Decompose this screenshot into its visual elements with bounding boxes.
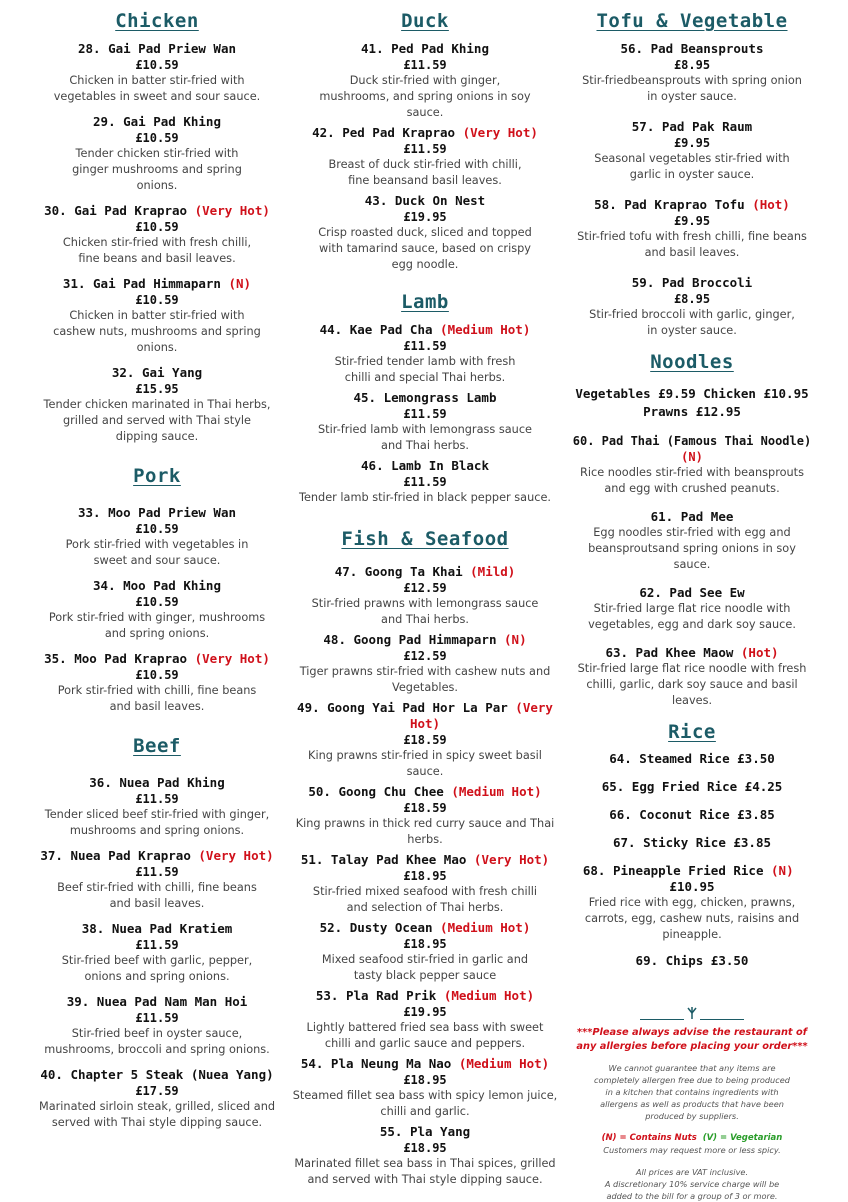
item-description: Breast of duck stir-fried with chilli, fine beansand basil leaves. — [328, 158, 522, 187]
item-name: 52. Dusty Ocean — [319, 920, 433, 935]
spice-tag: (Very Hot) — [473, 852, 550, 867]
rice-item: 67. Sticky Rice £3.85 — [612, 835, 772, 850]
item-name: 55. Pla Yang — [379, 1124, 471, 1139]
item-price: £10.59 — [135, 131, 179, 145]
menu-item — [22, 41, 292, 105]
menu-item — [568, 275, 816, 339]
menu-column-2 — [290, 10, 560, 1200]
spice-tag: (Mild) — [470, 564, 516, 579]
beef-section — [22, 735, 292, 1131]
menu-item — [290, 1056, 560, 1120]
menu-item — [568, 119, 816, 183]
section-title: Chicken — [115, 10, 199, 32]
item-description: Chicken in batter stir-fried with vegetables in sweet and sour sauce. — [53, 74, 261, 103]
section-title: Pork — [133, 465, 181, 487]
item-description: Pork stir-fried with chilli, fine beans and basil leaves. — [57, 684, 257, 713]
item-name-line — [290, 784, 560, 800]
item-name: 36. Nuea Pad Khing — [89, 775, 225, 790]
spice-tag: (Very Hot) — [409, 700, 553, 731]
noodle-prices-line: Vegetables £9.59 Chicken £10.95 — [575, 386, 809, 401]
item-name: 41. Ped Pad Khing — [361, 41, 489, 56]
menu-item — [22, 114, 292, 194]
item-name: 63. Pad Khee Maow — [605, 645, 734, 660]
menu-item — [290, 852, 560, 916]
nuts-tag: (N) — [681, 450, 703, 464]
fish-seafood-section — [290, 528, 560, 1188]
menu-item — [568, 433, 816, 497]
item-description: Tiger prawns stir-fried with cashew nuts and Vegetables. — [299, 665, 551, 694]
item-name: 51. Talay Pad Khee Mao — [300, 852, 467, 867]
menu-item — [290, 125, 560, 189]
menu-item — [568, 645, 816, 709]
item-price: £17.59 — [135, 1084, 179, 1098]
menu-item — [290, 322, 560, 386]
menu-item — [568, 197, 816, 261]
item-name: 54. Pla Neung Ma Nao — [300, 1056, 452, 1071]
item-price: £18.59 — [403, 801, 447, 815]
item-name: 46. Lamb In Black — [361, 458, 489, 473]
item-description: Egg noodles stir-fried with egg and beansproutsand spring onions in soy sauce. — [588, 526, 796, 571]
noodle-prices-line: Prawns £12.95 — [643, 404, 741, 419]
section-title: Rice — [668, 721, 716, 743]
menu-item — [568, 585, 816, 633]
section-title: Beef — [133, 735, 181, 757]
item-name: 47. Goong Ta Khai — [334, 564, 463, 579]
item-description: Stir-fried tender lamb with fresh chilli and special Thai herbs. — [334, 355, 516, 384]
rice-item: 65. Egg Fried Rice £4.25 — [601, 779, 783, 794]
item-price: £12.59 — [403, 581, 447, 595]
item-price: £8.95 — [673, 58, 711, 72]
section-title: Tofu & Vegetable — [596, 10, 788, 32]
section-title: Lamb — [401, 291, 449, 313]
legend-vegetarian: (V) = Vegetarian — [702, 1133, 783, 1143]
spice-tag: (Medium Hot) — [451, 784, 542, 799]
item-name-line — [568, 645, 816, 661]
rice-item: 66. Coconut Rice £3.85 — [609, 807, 775, 822]
menu-item — [22, 994, 292, 1058]
item-description: Stir-fried lamb with lemongrass sauce and Thai herbs. — [318, 423, 532, 452]
menu-item — [22, 276, 292, 356]
item-name-line — [22, 651, 292, 667]
item-description: Lightly battered fried sea bass with sweet chilli and garlic sauce and peppers. — [306, 1021, 544, 1050]
item-name-line — [290, 564, 560, 580]
item-description: Marinated fillet sea bass in Thai spices, grilled and served with Thai style dipping sauce. — [294, 1157, 556, 1186]
item-description: Marinated sirloin steak, grilled, sliced and served with Thai style dipping sauce. — [38, 1100, 276, 1129]
item-description: Stir-fried prawns with lemongrass sauce and Thai herbs. — [311, 597, 539, 626]
spice-tag: (Hot) — [740, 645, 779, 660]
menu-item — [568, 509, 816, 573]
legend — [568, 1132, 816, 1144]
spice-tag: (Very Hot) — [194, 651, 270, 666]
item-name-line — [290, 700, 560, 732]
spice-tag: (Very Hot) — [194, 203, 270, 218]
item-name: 38. Nuea Pad Kratiem — [81, 921, 233, 936]
item-name: 57. Pad Pak Raum — [631, 119, 753, 134]
item-price: £10.59 — [135, 293, 179, 307]
item-description: Stir-fried beef with garlic, pepper, onions and spring onions. — [61, 954, 253, 983]
item-description: Tender chicken marinated in Thai herbs, grilled and served with Thai style dipping sauce. — [43, 398, 271, 443]
item-price: £11.59 — [135, 1011, 179, 1025]
item-price: £18.95 — [403, 869, 447, 883]
menu-item — [290, 700, 560, 780]
item-name-line — [22, 848, 292, 864]
item-description: Beef stir-fried with chilli, fine beans and basil leaves. — [57, 881, 257, 910]
item-price: £11.59 — [403, 58, 447, 72]
item-description: Fried rice with egg, chicken, prawns, carrots, egg, cashew nuts, raisins and pineapple. — [584, 896, 800, 941]
item-description: King prawns stir-fried in spicy sweet basil sauce. — [308, 749, 542, 778]
item-price: £10.59 — [135, 522, 179, 536]
spice-note: Customers may request more or less spicy. — [603, 1145, 781, 1155]
menu-item — [22, 203, 292, 267]
item-description: Stir-fried large flat rice noodle with vegetables, egg and dark soy sauce. — [588, 602, 796, 631]
lamb-section — [290, 291, 560, 506]
menu-item — [290, 920, 560, 984]
item-description: Stir-fried large flat rice noodle with fresh chilli, garlic, dark soy sauce and basil leaves. — [577, 662, 807, 707]
item-price: £19.95 — [403, 210, 447, 224]
item-name-line — [290, 125, 560, 141]
menu-item — [290, 458, 560, 506]
item-name: 37. Nuea Pad Kraprao — [40, 848, 191, 863]
pork-section — [22, 465, 292, 715]
spice-tag: (Medium Hot) — [458, 1056, 550, 1071]
item-name-line — [22, 203, 292, 219]
item-name-line — [290, 852, 560, 868]
item-description: Mixed seafood stir-fried in garlic and tasty black pepper sauce — [321, 953, 529, 982]
item-price: £10.59 — [135, 220, 179, 234]
spice-tag: (Very Hot) — [198, 848, 274, 863]
item-name-line — [290, 322, 560, 338]
menu-item — [290, 1124, 560, 1188]
nuts-tag: (N) — [228, 276, 252, 291]
item-name: 43. Duck On Nest — [364, 193, 486, 208]
rice-section — [568, 721, 816, 968]
item-name: 59. Pad Broccoli — [631, 275, 753, 290]
item-name-line — [290, 1056, 560, 1072]
item-name: 33. Moo Pad Priew Wan — [77, 505, 237, 520]
allergy-warning: ***Please always advise the restaurant of any allergies before placing your order*** — [576, 1027, 808, 1052]
item-description: Seasonal vegetables stir-fried with garlic in oyster sauce. — [594, 152, 790, 181]
item-name: 48. Goong Pad Himmaparn — [323, 632, 497, 647]
menu-item — [22, 651, 292, 715]
item-name: 40. Chapter 5 Steak (Nuea Yang) — [40, 1067, 274, 1082]
spice-tag: (Very Hot) — [462, 125, 538, 140]
item-description: Crisp roasted duck, sliced and topped with tamarind sauce, based on crispy egg noodle. — [318, 226, 532, 271]
item-name: 29. Gai Pad Khing — [93, 114, 221, 129]
item-description: Pork stir-fried with ginger, mushrooms and spring onions. — [48, 611, 266, 640]
noodles-section — [568, 351, 816, 709]
section-title: Duck — [401, 10, 449, 32]
item-price: £11.59 — [403, 475, 447, 489]
item-description: Chicken stir-fried with fresh chilli, fine beans and basil leaves. — [62, 236, 252, 265]
service-charge-note: A discretionary 10% service charge will be added to the bill for a group of 3 or more. — [604, 1179, 780, 1201]
item-name: 35. Moo Pad Kraprao — [44, 651, 188, 666]
menu-item — [290, 41, 560, 121]
item-description: Stir-fried broccoli with garlic, ginger, in oyster sauce. — [589, 308, 795, 337]
item-name: 58. Pad Kraprao Tofu — [594, 197, 745, 212]
item-name: 68. Pineapple Fried Rice — [582, 863, 764, 878]
leaf-icon — [684, 1006, 700, 1020]
menu-item — [22, 365, 292, 445]
item-name-line — [290, 632, 560, 648]
menu-item — [290, 632, 560, 696]
item-description: Tender chicken stir-fried with ginger mushrooms and spring onions. — [72, 147, 242, 192]
item-price: £11.59 — [403, 142, 447, 156]
menu-item — [22, 921, 292, 985]
legend-nuts: (N) = Contains Nuts — [601, 1133, 697, 1143]
item-price: £9.95 — [673, 136, 711, 150]
item-price: £18.95 — [403, 1073, 447, 1087]
item-description: Tender sliced beef stir-fried with ginger, mushrooms and spring onions. — [44, 808, 270, 837]
item-name: 34. Moo Pad Khing — [93, 578, 221, 593]
section-title: Fish & Seafood — [341, 528, 509, 550]
item-name: 45. Lemongrass Lamb — [353, 390, 497, 405]
item-price: £8.95 — [673, 292, 711, 306]
item-name: 53. Pla Rad Prik — [315, 988, 437, 1003]
item-description: Stir-fried beef in oyster sauce, mushrooms, broccoli and spring onions. — [44, 1027, 270, 1056]
menu-item — [290, 193, 560, 273]
item-price: £11.59 — [403, 339, 447, 353]
item-name: 42. Ped Pad Kraprao — [312, 125, 456, 140]
item-name: 61. Pad Mee — [650, 509, 734, 524]
menu-item — [22, 848, 292, 912]
item-name-line — [568, 433, 816, 465]
menu-item — [22, 578, 292, 642]
item-price: £12.59 — [403, 649, 447, 663]
item-name: 62. Pad See Ew — [639, 585, 745, 600]
menu-item — [290, 564, 560, 628]
nuts-tag: (N) — [504, 632, 527, 647]
item-description: Pork stir-fried with vegetables in sweet and sour sauce. — [65, 538, 249, 567]
item-price: £18.95 — [403, 937, 447, 951]
item-price: £18.59 — [403, 733, 447, 747]
spice-tag: (Medium Hot) — [440, 322, 531, 337]
menu-item — [290, 390, 560, 454]
item-name: 28. Gai Pad Priew Wan — [77, 41, 237, 56]
item-price: £10.59 — [135, 58, 179, 72]
menu-item — [22, 775, 292, 839]
item-name-line — [22, 276, 292, 292]
item-price: £11.59 — [135, 792, 179, 806]
menu-item — [290, 988, 560, 1052]
allergy-footer — [568, 1010, 816, 1202]
item-description: Stir-fried mixed seafood with fresh chilli and selection of Thai herbs. — [312, 885, 538, 914]
item-name: 49. Goong Yai Pad Hor La Par — [297, 700, 508, 715]
item-price: £11.59 — [403, 407, 447, 421]
item-name: 60. Pad Thai (Famous Thai Noodle) — [572, 434, 812, 448]
item-description: Duck stir-fried with ginger, mushrooms, and spring onions in soy sauce. — [319, 74, 531, 119]
item-description: Tender lamb stir-fried in black pepper sauce. — [298, 491, 552, 504]
leaf-svg — [684, 1006, 700, 1020]
item-description: Steamed fillet sea bass with spicy lemon juice, chilli and garlic. — [292, 1089, 558, 1118]
item-name: 39. Nuea Pad Nam Man Hoi — [66, 994, 248, 1009]
allergen-disclaimer: We cannot guarantee that any items are completely allergen free due to being produced in a kitchen that contains ingredients with allergens as well as products that have been produced by suppliers. — [594, 1063, 790, 1121]
duck-section — [290, 10, 560, 273]
item-name: 44. Kae Pad Cha — [319, 322, 433, 337]
item-price: £11.59 — [135, 938, 179, 952]
section-title: Noodles — [650, 351, 734, 373]
item-name-line — [568, 863, 816, 895]
menu-column-3 — [568, 10, 816, 1202]
menu-item — [568, 863, 816, 943]
tofu-vegetable-section — [568, 10, 816, 339]
rice-item: 69. Chips £3.50 — [635, 953, 749, 968]
vat-note: All prices are VAT inclusive. — [635, 1167, 749, 1177]
item-description: Chicken in batter stir-fried with cashew nuts, mushrooms and spring onions. — [53, 309, 261, 354]
item-name: 32. Gai Yang — [111, 365, 203, 380]
rice-item: 64. Steamed Rice £3.50 — [609, 751, 775, 766]
item-name: 56. Pad Beansprouts — [620, 41, 764, 56]
menu-column-1 — [22, 10, 292, 1143]
menu-item — [568, 41, 816, 105]
noodle-prices — [568, 385, 816, 421]
menu-item — [22, 1067, 292, 1131]
item-name: 30. Gai Pad Kraprao — [44, 203, 188, 218]
item-description: Rice noodles stir-fried with beansprouts and egg with crushed peanuts. — [580, 466, 804, 495]
item-name-line — [290, 920, 560, 936]
item-price: £10.59 — [135, 668, 179, 682]
spice-tag: (Medium Hot) — [443, 988, 535, 1003]
item-description: King prawns in thick red curry sauce and Thai herbs. — [295, 817, 555, 846]
nuts-tag: (N) — [771, 863, 794, 878]
item-price: £11.59 — [135, 865, 179, 879]
chicken-section — [22, 10, 292, 445]
item-price: £18.95 — [403, 1141, 447, 1155]
item-price: £10.95 — [669, 879, 715, 894]
item-name: 50. Goong Chu Chee — [308, 784, 444, 799]
item-price: £9.95 — [673, 214, 711, 228]
menu-item — [22, 505, 292, 569]
item-price: £15.95 — [135, 382, 179, 396]
menu-item — [290, 784, 560, 848]
item-price: £19.95 — [403, 1005, 447, 1019]
spice-tag: (Medium Hot) — [440, 920, 531, 935]
item-price: £10.59 — [135, 595, 179, 609]
item-name-line — [290, 988, 560, 1004]
item-name: 31. Gai Pad Himmaparn — [62, 276, 221, 291]
spice-tag: (Hot) — [752, 197, 790, 212]
item-name-line — [568, 197, 816, 213]
item-description: Stir-friedbeansprouts with spring onion in oyster sauce. — [582, 74, 802, 103]
item-description: Stir-fried tofu with fresh chilli, fine beans and basil leaves. — [577, 230, 807, 259]
leaf-divider-icon — [640, 1010, 744, 1022]
